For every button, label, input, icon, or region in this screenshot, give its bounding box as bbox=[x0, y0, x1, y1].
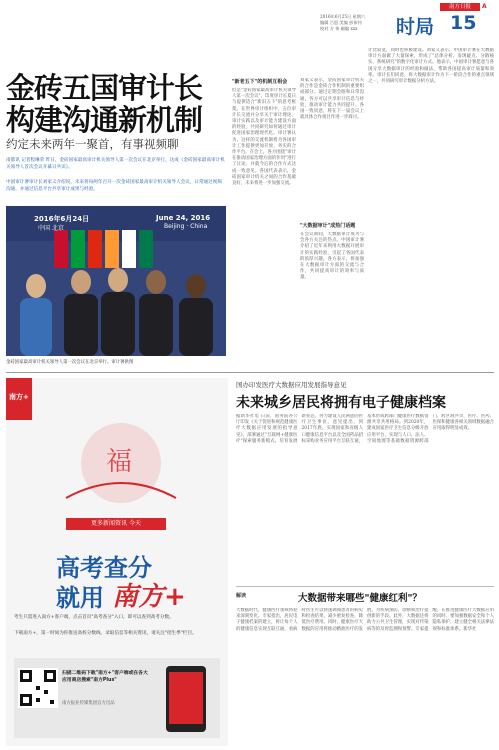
ad-top-strip: 更多新闻资讯 今天 bbox=[66, 518, 166, 530]
ad-note-2: 下载南方+，第一时间为你推送高校分数线、录取信息等相关资讯，请关注"招生季"栏目。 bbox=[14, 631, 197, 636]
svg-text:福: 福 bbox=[106, 447, 133, 477]
ad-brand-inline: 南方+ bbox=[112, 582, 186, 612]
article3-headline: 大数据带来哪些"健康红利"？ bbox=[298, 593, 422, 604]
article2-body: 据新华社电 日前，国务院办公厅印发《关于促进和规范健康医疗大数据应用发展的指导意见》，部署通过"互联网+健康医疗"探索服务新模式、培育发展新业态，努力建设人民满意的医疗卫生事业。意见提出，到2017年底，实现国家和省级人口健康信息平台以及全国药品招标采购业务应用平台互联互通，基本形成跨部门健康医疗数据资源共享共用格局。到2020年，建成国家医疗卫生信息分级开放应用平台，实现与人口、法人、空间地理等基础数据资源跨部门、跨区域共享，医疗、医药、医保和健康各相关领域数据融合应用取得明显成效。 bbox=[236, 414, 494, 444]
lead-headline-1: 金砖五国审计长 bbox=[6, 71, 203, 105]
lead-headline-2: 构建沟通新机制 bbox=[6, 103, 203, 137]
ad-note: 考生只需进入南方+客户端，点击首页"高考查分"入口，即可以查到高考分数。 bbox=[14, 615, 174, 620]
ad-brand-top: 南方+ bbox=[9, 393, 29, 401]
photo-date-left: 2016年6月24日 bbox=[34, 215, 90, 223]
photo-place-right: Beijing · China bbox=[164, 223, 208, 230]
editor-line-1: 编辑 吕恩 美编 彭伟钊 bbox=[320, 20, 362, 25]
col3-heading-2: "大数据审计"成热门话题 bbox=[300, 223, 356, 229]
ad-illustration bbox=[46, 408, 196, 518]
paper-badge: 南方日报 bbox=[440, 3, 480, 11]
ad-headline-1: 高考查分 bbox=[56, 554, 152, 582]
date-line: 2016年6月25日 星期六 bbox=[320, 14, 366, 19]
ad-qr-caption: 扫描二维码下载"南方+"客户端或在各大应用商店搜索"南方Plus" bbox=[62, 671, 148, 683]
editor-line-2: 校对 方 伟 邮编 xxx bbox=[320, 26, 358, 31]
col3-body-1: 刘家义表示，金砖国家审计机关的合作是金砖合作机制的重要组成部分。通过定期会晤和日常沟通，各方可以共享审计信息与经验，推动审计能力共同提升。各国一致同意，将在下一届会议上就具体合作项目作进一步商讨。 bbox=[300, 78, 364, 121]
lead-byline: 南都讯 记者程琳荣 昨日，金砖国家最高审计机关领导人第一次会议在北京举行，达成《金砖国家最高审计机关领导人首次会议开幕日共识》。 bbox=[6, 158, 225, 170]
col4-body: 计比较宽，同时也积极建设。刘家义表示，中国审计署在大数据审计方面做了大量探索，形成了"总体分析、发现疑点、分散核实、系统研究"的数字化审计方式。他表示，中国审计署愿意与各国分享大数据审计的经验和做法，帮助各国提高审计质量和效率。审计长们同意，将大数据审计作为下一阶段合作的重点领域之一，共同研究审计数据分析方法。 bbox=[368, 48, 494, 85]
lead-subhead: 约定未来两年一聚首，有事视频聊 bbox=[6, 137, 179, 151]
lead-photo bbox=[6, 206, 226, 356]
article3-label: 解读 bbox=[236, 593, 247, 599]
col2-body: 但是"金砖国家最高审计机关领导人第一次会议"，印度审计长夏日与提供适合"新旧五下"的思考框架。在世界审计组织中，五位审计长交流并分享关于审计理论、审计实践以及审计能力建设方面的经验，共同研究如何通过审计促进国家治理现代化。审计署认为，这样的交流机制将为各国审计工作提供更加开放、务实的合作平台。在会上，各方围绕"审计在推动国家治理方面的作用"进行了讨论，并就今后的合作方式达成一致意见。各国代表表示，金砖国家审计机关之间的合作基础良好，未来将进一步加强交流。 bbox=[232, 88, 296, 187]
ad-phone-mockup bbox=[166, 666, 206, 732]
article3-divider bbox=[236, 586, 494, 587]
photo-date-right: June 24, 2016 bbox=[156, 214, 211, 222]
article3-body: 大数据时代，健康医疗领域将迎来深刻变化。专家指出，居民电子健康档案的建立，将让每个人的健康信息实现互联互通，看病时医生可以快速调阅患者的病史和检查结果，减少重复检查，降低医疗费用。同时，健康医疗大数据的应用将推动精准医疗的发展，为疾病预防、诊断和治疗提供新的手段。此外，大数据还将助力公共卫生管理，实现对传染病等的及时监测和预警。专家提醒，在推进健康医疗大数据应用的同时，要加强数据安全和个人隐私保护，建立健全相关法律法规和标准体系。新华社 bbox=[236, 608, 494, 632]
nanfang-plus-ad bbox=[6, 378, 228, 746]
ad-qr-footer: 南方报业传媒集团官方出品 bbox=[62, 701, 115, 706]
page-number: 15 bbox=[450, 12, 477, 34]
masthead bbox=[310, 0, 499, 40]
ad-headline-2: 就用 bbox=[56, 584, 104, 612]
article2-headline: 未来城乡居民将拥有电子健康档案 bbox=[236, 395, 446, 411]
photo-place-left: 中国 北京 bbox=[38, 225, 64, 232]
photo-caption: 金砖国家最高审计机关领导人第一次会议在北京举行。审计署供图 bbox=[6, 360, 134, 365]
section-title: 时局 bbox=[396, 16, 435, 38]
section-divider bbox=[6, 372, 494, 373]
col2-heading: "新老五下"的机制互相会 bbox=[232, 79, 288, 85]
col3-body-2: 在会议期间，大数据审计成为与会各方关注的热点。中国审计署介绍了近年来利用大数据开展审计的实践经验，引起了各国代表的浓厚兴趣。各方表示，将加强在大数据审计方面的交流与合作，共同提高审计的效率与质量。 bbox=[300, 232, 364, 281]
lead-intro: 中国审计署审计长刘家义介绍说，未来将每两年召开一次金砖国家最高审计机关领导人会议，日常通过视频沟通，并通过信息平台共享审计成果与经验。 bbox=[6, 180, 222, 192]
article2-kicker: 国办印发医疗大数据应用发展指导意见 bbox=[236, 381, 347, 389]
section-letter: A bbox=[482, 3, 487, 10]
qr-code-icon[interactable] bbox=[18, 668, 58, 708]
